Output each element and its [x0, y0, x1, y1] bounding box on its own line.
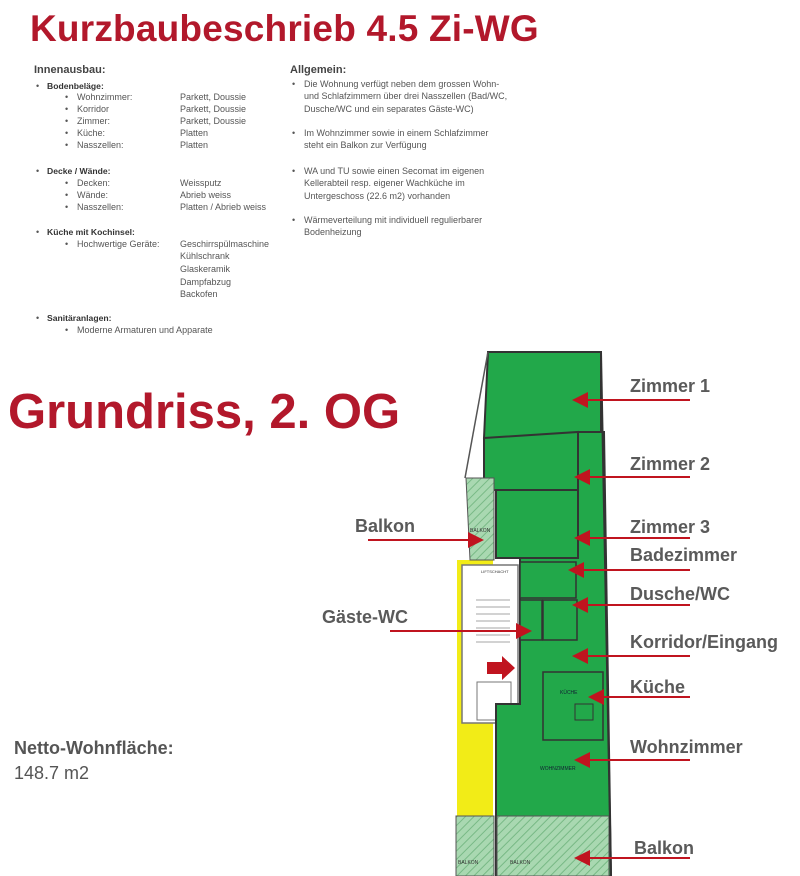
bullet-icon: •: [65, 190, 69, 200]
row-label: Korridor: [77, 104, 110, 114]
sanitaer-item: Moderne Armaturen und Apparate: [77, 325, 213, 335]
bullet-icon: •: [65, 202, 69, 212]
plan-text: BALKON: [510, 860, 531, 866]
bodenbelaege-heading: Bodenbeläge:: [47, 81, 104, 91]
bullet-icon: •: [36, 166, 40, 176]
decke-waende-heading: Decke / Wände:: [47, 166, 111, 176]
appliance-item: Glaskeramik: [180, 264, 231, 274]
label-korridor: Korridor/Eingang: [630, 632, 778, 652]
bullet-icon: •: [292, 166, 296, 176]
appliance-item: Geschirrspülmaschine: [180, 239, 270, 249]
row-label: Küche:: [77, 128, 106, 138]
label-zimmer-1: Zimmer 1: [630, 376, 711, 396]
allgemein-heading: Allgemein:: [290, 64, 347, 76]
room-zimmer-1: [484, 352, 601, 438]
bullet-icon: •: [292, 79, 296, 89]
allgemein-item-3: WA und TU sowie einen Secomat im eigenen Kellerabteil resp. eigener Wachküche im Untergeschoss (22.6 m2) vorhanden: [304, 166, 485, 201]
label-badezimmer: Badezimmer: [630, 545, 738, 565]
row-label: Nasszellen:: [77, 140, 124, 150]
bullet-icon: •: [292, 128, 296, 138]
row-value: Weissputz: [180, 178, 222, 188]
allgemein-item-2: Im Wohnzimmer sowie in einem Schlafzimmer steht ein Balkon zur Verfügung: [304, 128, 489, 151]
row-label: Zimmer:: [77, 116, 110, 126]
row-value: Parkett, Doussie: [180, 92, 247, 102]
stair-core: [462, 565, 518, 723]
label-balkon-bottom: Balkon: [634, 838, 695, 858]
kueche-heading: Küche mit Kochinsel:: [47, 227, 135, 237]
room-zimmer-2: [484, 432, 578, 490]
room-dusche-wc: [543, 600, 577, 640]
row-label: Wohnzimmer:: [77, 92, 133, 102]
label-zimmer-3: Zimmer 3: [630, 517, 711, 537]
bullet-icon: •: [65, 128, 69, 138]
label-balkon-left: Balkon: [355, 516, 416, 536]
room-zimmer-3: [496, 490, 578, 558]
bullet-icon: •: [36, 227, 40, 237]
bullet-icon: •: [65, 92, 69, 102]
room-badezimmer: [520, 562, 576, 598]
bullet-icon: •: [65, 239, 69, 249]
appliance-item: Kühlschrank: [180, 251, 230, 261]
bullet-icon: •: [65, 178, 69, 188]
floorplan-title: Grundriss, 2. OG: [8, 385, 401, 439]
row-label: Hochwertige Geräte:: [77, 239, 160, 249]
label-gaeste-wc: Gäste-WC: [322, 607, 409, 627]
balcony-bottom: [497, 816, 609, 876]
plan-text: BALKON: [470, 528, 491, 534]
plan-text: LIFTSCHACHT: [481, 569, 509, 574]
netto-label: Netto-Wohnfläche:: [14, 738, 174, 758]
plan-text: BALKON: [458, 860, 479, 866]
row-value: Parkett, Doussie: [180, 104, 247, 114]
row-label: Decken:: [77, 178, 111, 188]
row-label: Nasszellen:: [77, 202, 124, 212]
label-wohnzimmer: Wohnzimmer: [630, 737, 743, 757]
bullet-icon: •: [36, 81, 40, 91]
bullet-icon: •: [65, 116, 69, 126]
bullet-icon: •: [65, 104, 69, 114]
room-gaeste-wc: [520, 600, 542, 640]
plan-text: WOHNZIMMER: [540, 766, 576, 772]
row-value: Parkett, Doussie: [180, 116, 247, 126]
bullet-icon: •: [65, 140, 69, 150]
balcony-left: [466, 478, 494, 560]
row-value: Platten: [180, 128, 209, 138]
row-value: Abrieb weiss: [180, 190, 232, 200]
label-zimmer-2: Zimmer 2: [630, 454, 711, 474]
row-value: Platten: [180, 140, 209, 150]
room-kueche: [543, 672, 603, 740]
label-kueche: Küche: [630, 677, 686, 697]
appliance-item: Dampfabzug: [180, 277, 232, 287]
allgemein-item-1: Die Wohnung verfügt neben dem grossen Wohn- und Schlafzimmern über drei Nasszellen (Bad/WC, Dusche/WC und ein separates Gäste-WC): [304, 79, 508, 114]
bullet-icon: •: [36, 313, 40, 323]
balcony-bottom-left: [456, 816, 494, 876]
row-value: Platten / Abrieb weiss: [180, 202, 267, 212]
row-label: Wände:: [77, 190, 109, 200]
netto-value: 148.7 m2: [14, 763, 90, 783]
label-dusche-wc: Dusche/WC: [630, 584, 731, 604]
sanitaer-heading: Sanitäranlagen:: [47, 313, 112, 323]
allgemein-item-4: Wärmeverteilung mit individuell regulierbarer Bodenheizung: [304, 215, 483, 238]
bullet-icon: •: [65, 325, 69, 335]
plan-text: KÜCHE: [560, 690, 578, 696]
page-title: Kurzbaubeschrieb 4.5 Zi-WG: [30, 8, 539, 49]
innenausbau-heading: Innenausbau:: [34, 64, 106, 76]
appliance-item: Backofen: [180, 289, 218, 299]
bullet-icon: •: [292, 215, 296, 225]
